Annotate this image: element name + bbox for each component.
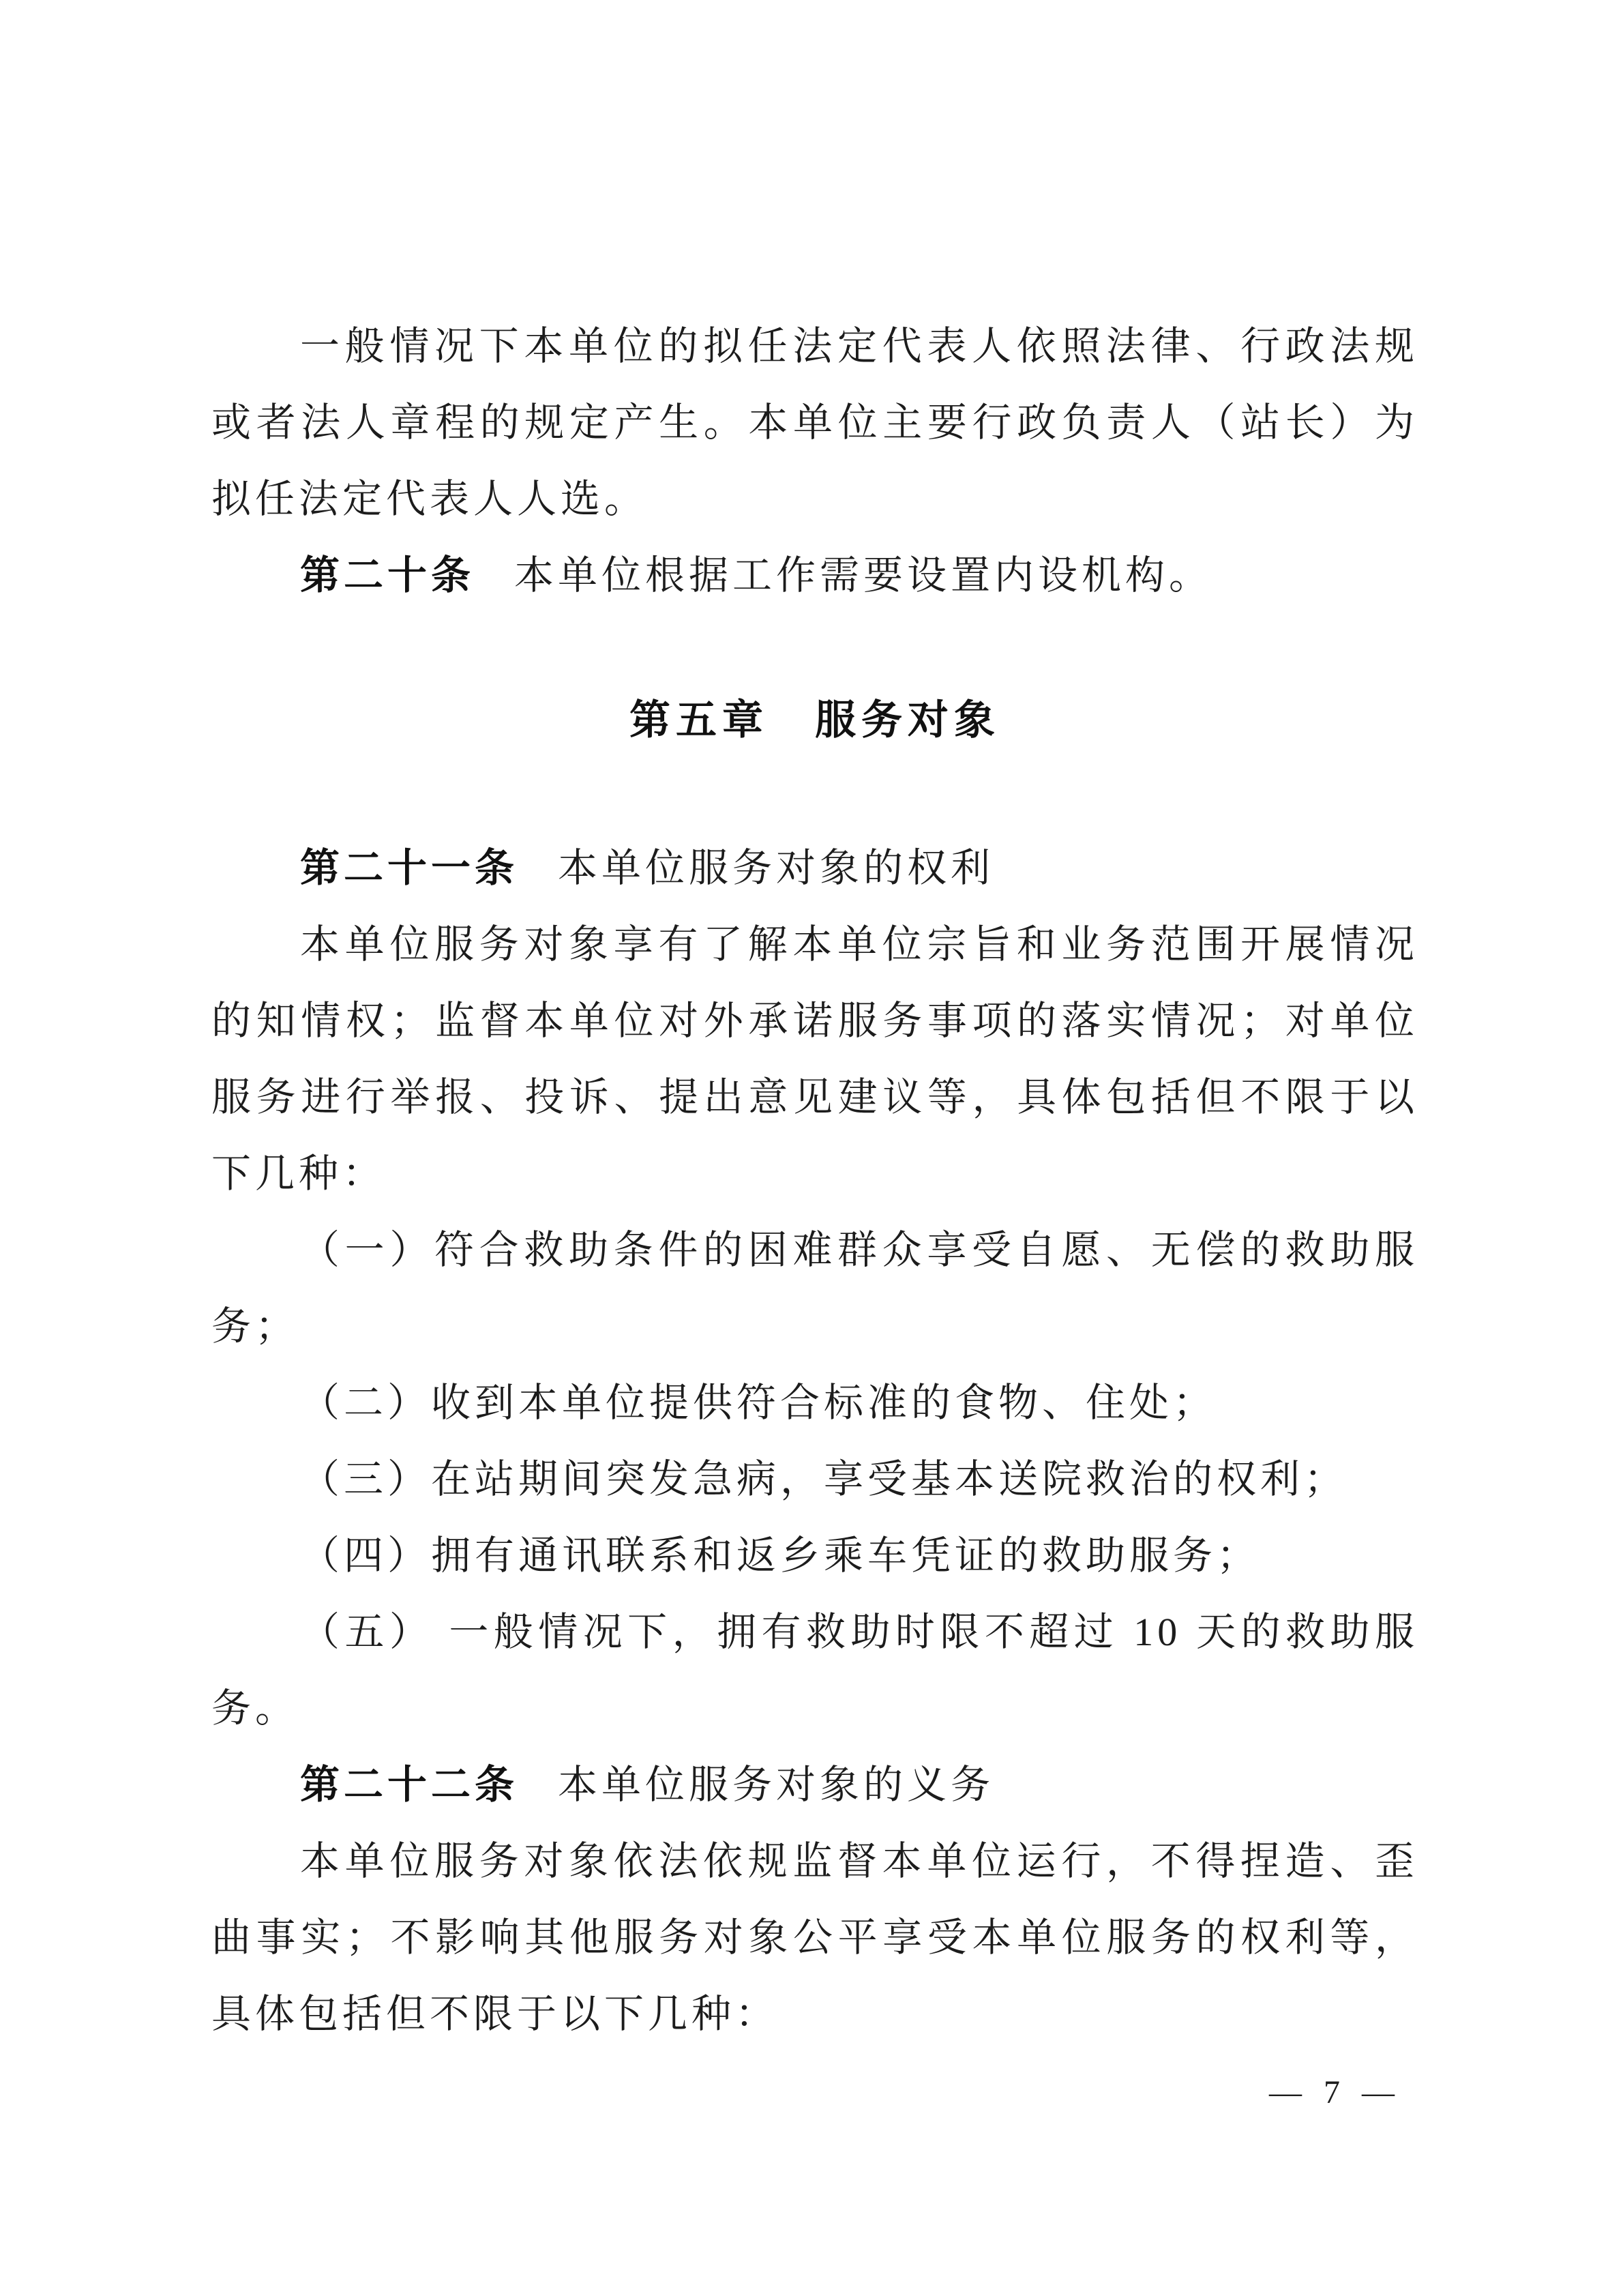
article-20-text: 本单位根据工作需要设置内设机构。 xyxy=(514,553,1213,598)
article-22-label: 第二十二条 xyxy=(300,1763,519,1807)
list-item-4: （四）拥有通讯联系和返乡乘车凭证的救助服务； xyxy=(300,1533,1261,1578)
list-item-3: （三）在站期间突发急病，享受基本送院救治的权利； xyxy=(300,1457,1348,1501)
chapter-5-heading: 第五章 服务对象 xyxy=(629,698,1000,743)
article-22 xyxy=(211,1747,1418,1823)
article-21-label: 第二十一条 xyxy=(300,846,519,890)
list-item-2: （二）收到本单位提供符合标准的食物、住处； xyxy=(300,1381,1217,1425)
list-item-1: （一）符合救助条件的困难群众享受自愿、无偿的救助服务； xyxy=(211,1228,1418,1349)
document-body xyxy=(211,308,1418,2052)
article-22-text: 本单位服务对象的义务 xyxy=(558,1763,995,1807)
article-21-text: 本单位服务对象的权利 xyxy=(558,846,995,890)
paragraph-legal-representative: 一般情况下本单位的拟任法定代表人依照法律、行政法规或者法人章程的规定产生。本单位主要行政负责人（站长）为拟任法定代表人人选。 xyxy=(211,324,1418,521)
article-21 xyxy=(211,830,1418,907)
list-item-5: （五） 一般情况下，拥有救助时限不超过 10 天的救助服务。 xyxy=(211,1610,1418,1731)
page-number: — 7 — xyxy=(1269,2074,1401,2110)
paragraph-service-rights-intro: 本单位服务对象享有了解本单位宗旨和业务范围开展情况的知情权；监督本单位对外承诺服务事项的落实情况；对单位服务进行举报、投诉、提出意见建议等，具体包括但不限于以下几种： xyxy=(211,922,1418,1196)
article-20 xyxy=(211,538,1418,614)
article-20-label: 第二十条 xyxy=(300,553,475,598)
paragraph-service-obligations-intro: 本单位服务对象依法依规监督本单位运行，不得捏造、歪曲事实；不影响其他服务对象公平享受本单位服务的权利等，具体包括但不限于以下几种： xyxy=(211,1839,1418,2036)
